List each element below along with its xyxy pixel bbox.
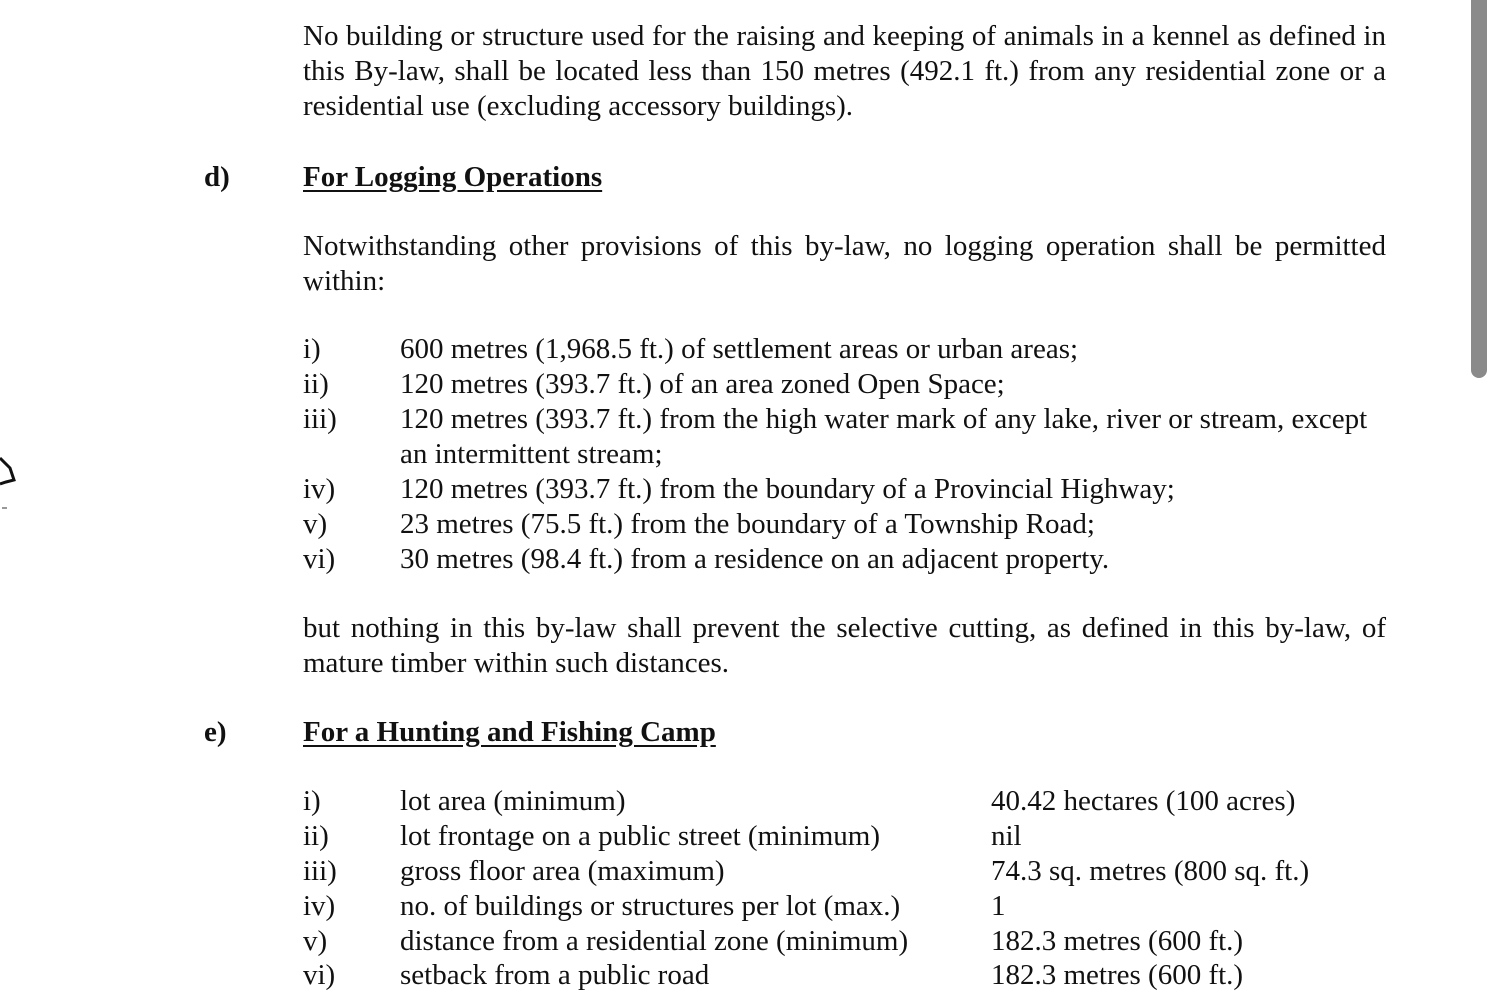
item-number: iii) xyxy=(303,403,337,435)
intro-line: residential use (excluding accessory buildings). xyxy=(303,90,854,122)
item-text: an intermittent stream; xyxy=(400,438,663,470)
row-label: lot area (minimum) xyxy=(400,785,626,817)
row-label: distance from a residential zone (minimum) xyxy=(400,925,909,957)
item-text: 30 metres (98.4 ft.) from a residence on an adjacent property. xyxy=(400,543,1110,575)
section-d-heading: For Logging Operations xyxy=(303,161,603,193)
closing-line: mature timber within such distances. xyxy=(303,647,730,679)
item-text: 600 metres (1,968.5 ft.) of settlement areas or urban areas; xyxy=(400,333,1079,365)
row-number: ii) xyxy=(303,820,329,852)
section-d-letter: d) xyxy=(204,161,230,193)
row-number: i) xyxy=(303,785,321,817)
section-e-letter: e) xyxy=(204,716,227,748)
item-text: 120 metres (393.7 ft.) from the boundary of a Provincial Highway; xyxy=(400,473,1175,505)
cursor-arrow-icon xyxy=(0,452,18,512)
row-value: 40.42 hectares (100 acres) xyxy=(991,785,1296,817)
lead-line: within: xyxy=(303,265,386,297)
item-text: 23 metres (75.5 ft.) from the boundary of a Township Road; xyxy=(400,508,1095,540)
intro-line: No building or structure used for the raising and keeping of animals in a kennel as defined in xyxy=(303,20,1386,52)
item-number: ii) xyxy=(303,368,329,400)
item-number: vi) xyxy=(303,543,336,575)
row-number: iv) xyxy=(303,890,336,922)
row-label: gross floor area (maximum) xyxy=(400,855,725,887)
section-d-lead xyxy=(303,229,1386,299)
row-value: nil xyxy=(991,820,1022,852)
row-label: lot frontage on a public street (minimum) xyxy=(400,820,880,852)
closing-line: but nothing in this by-law shall prevent the selective cutting, as defined in this by-law, of xyxy=(303,612,1386,644)
intro-line: this By-law, shall be located less than 150 metres (492.1 ft.) from any residential zone or a xyxy=(303,55,1386,87)
section-d-closing xyxy=(303,611,1386,681)
row-value: 1 xyxy=(991,890,1006,922)
item-text: 120 metres (393.7 ft.) of an area zoned Open Space; xyxy=(400,368,1005,400)
row-value: 74.3 sq. metres (800 sq. ft.) xyxy=(991,855,1310,887)
row-label: no. of buildings or structures per lot (max.) xyxy=(400,890,901,922)
section-e-heading: For a Hunting and Fishing Camp xyxy=(303,716,716,748)
row-value: 182.3 metres (600 ft.) xyxy=(991,925,1244,957)
row-number: iii) xyxy=(303,855,337,887)
row-number: v) xyxy=(303,925,328,957)
intro-paragraph xyxy=(303,19,1386,124)
vertical-scrollbar-thumb[interactable] xyxy=(1471,0,1487,378)
item-number: i) xyxy=(303,333,321,365)
item-number: v) xyxy=(303,508,328,540)
item-number: iv) xyxy=(303,473,336,505)
row-label: setback from a public road xyxy=(400,959,710,991)
row-number: vi) xyxy=(303,959,336,991)
lead-line: Notwithstanding other provisions of this by-law, no logging operation shall be permitted xyxy=(303,230,1386,262)
item-text: 120 metres (393.7 ft.) from the high water mark of any lake, river or stream, except xyxy=(400,403,1368,435)
row-value: 182.3 metres (600 ft.) xyxy=(991,959,1244,991)
